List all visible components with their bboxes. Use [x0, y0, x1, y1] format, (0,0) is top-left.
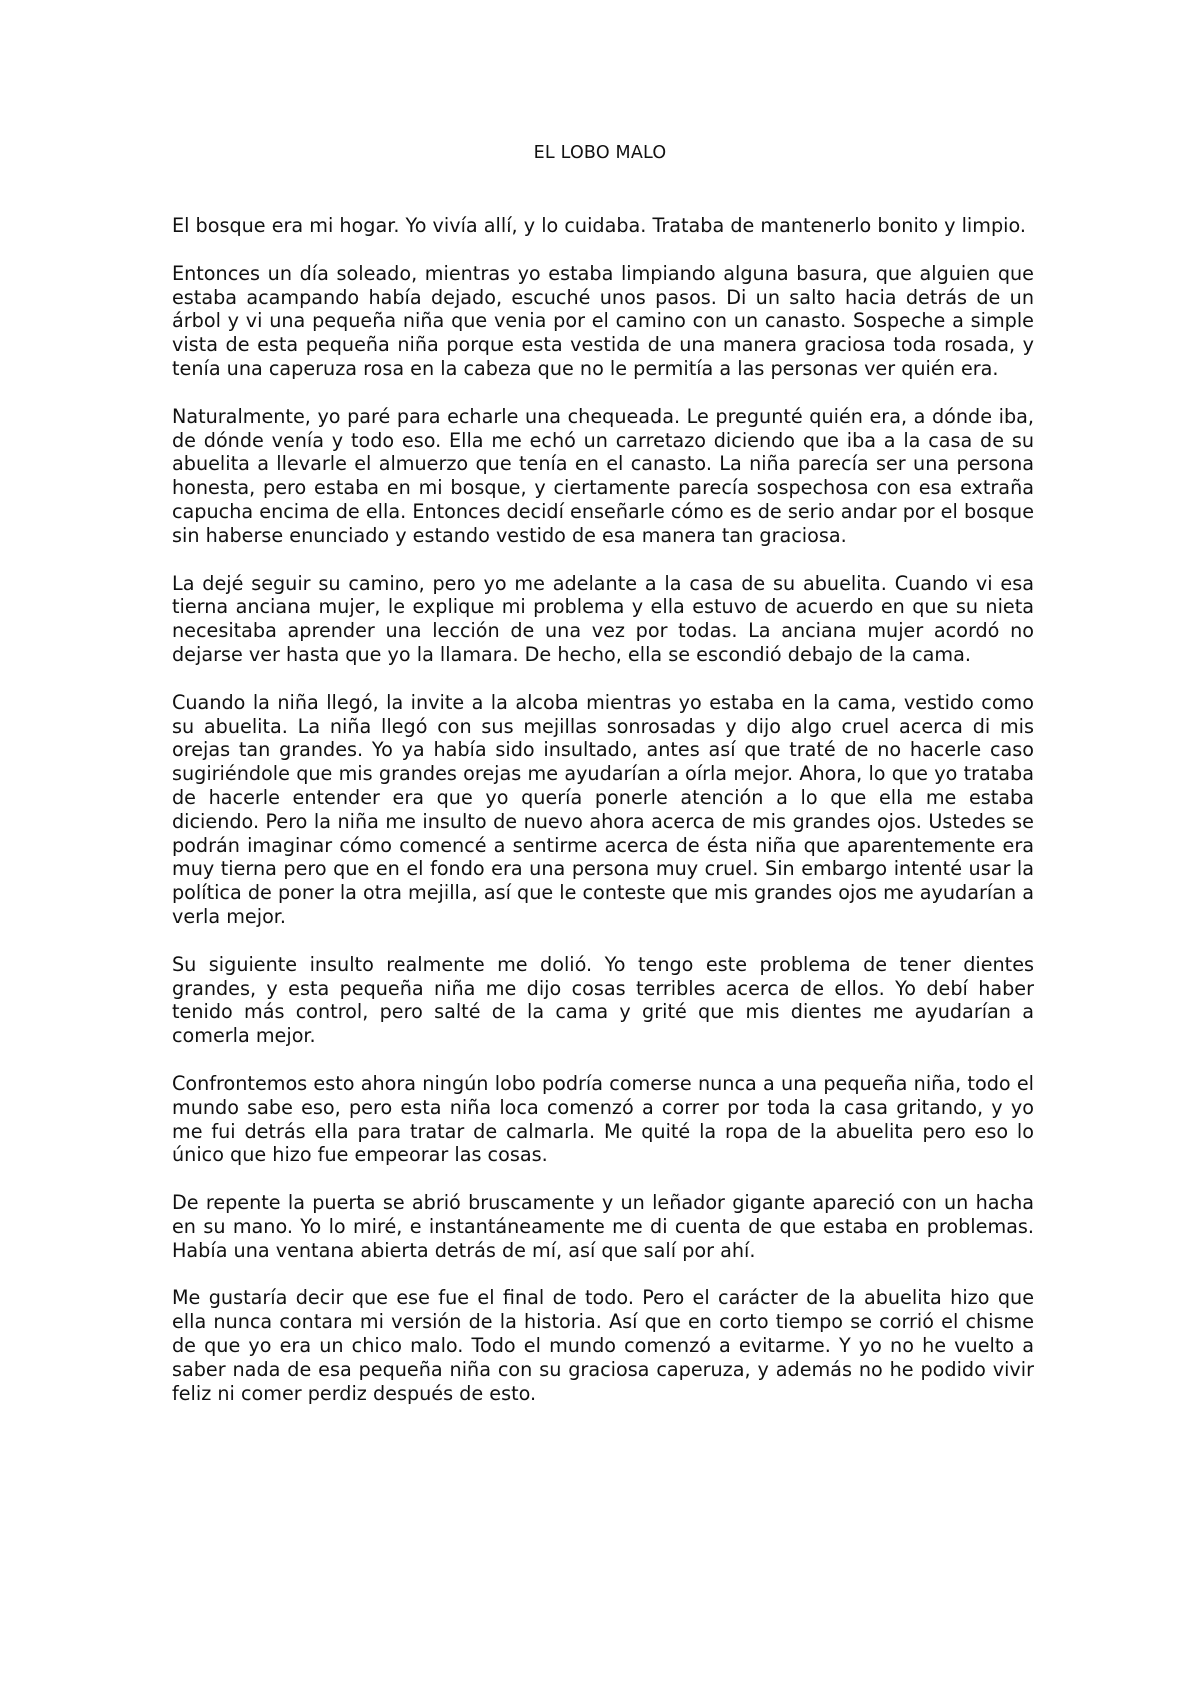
- document-body: [172, 214, 1034, 1429]
- paragraph-4: La dejé seguir su camino, pero yo me adelante a la casa de su abuelita. Cuando vi esa tierna anciana mujer, le explique mi problema y ella estuvo de acuerdo en que su nieta necesitaba aprender una lección de una vez por todas. La anciana mujer acordó no dejarse ver hasta que yo la llamara. De hecho, ella se escondió debajo de la cama.: [172, 571, 1034, 666]
- paragraph-5: Cuando la niña llegó, la invite a la alcoba mientras yo estaba en la cama, vestido como su abuelita. La niña llegó con sus mejillas sonrosadas y dijo algo cruel acerca di mis orejas tan grandes. Yo ya había sido insultado, antes así que traté de no hacerle caso sugiriéndole que mis grandes orejas me ayudarían a oírla mejor. Ahora, lo que yo trataba de hacerle entender era que yo quería ponerle atención a lo que ella me estaba diciendo. Pero la niña me insulto de nuevo ahora acerca de mis grandes ojos. Ustedes se podrán imaginar cómo comencé a sentirme acerca de ésta niña que aparentemente era muy tierna pero que en el fondo era una persona muy cruel. Sin embargo intenté usar la política de poner la otra mejilla, así que le conteste que mis grandes ojos me ayudarían a verla mejor.: [172, 690, 1034, 928]
- paragraph-8: De repente la puerta se abrió bruscamente y un leñador gigante apareció con un hacha en su mano. Yo lo miré, e instantáneamente me di cuenta de que estaba en problemas. Había una ventana abierta detrás de mí, así que salí por ahí.: [172, 1191, 1034, 1262]
- paragraph-7: Confrontemos esto ahora ningún lobo podría comerse nunca a una pequeña niña, todo el mundo sabe eso, pero esta niña loca comenzó a correr por toda la casa gritando, y yo me fui detrás ella para tratar de calmarla. Me quité la ropa de la abuelita pero eso lo único que hizo fue empeorar las cosas.: [172, 1071, 1034, 1167]
- paragraph-2: Entonces un día soleado, mientras yo estaba limpiando alguna basura, que alguien que estaba acampando había dejado, escuché unos pasos. Di un salto hacia detrás de un árbol y vi una pequeña niña que venia por el camino con un canasto. Sospeche a simple vista de esta pequeña niña porque esta vestida de una manera graciosa toda rosada, y tenía una caperuza rosa en la cabeza que no le permitía a las personas ver quién era.: [172, 261, 1034, 380]
- document-title: EL LOBO MALO: [533, 143, 667, 163]
- paragraph-3: Naturalmente, yo paré para echarle una chequeada. Le pregunté quién era, a dónde iba, de dónde venía y todo eso. Ella me echó un carretazo diciendo que iba a la casa de su abuelita a llevarle el almuerzo que tenía en el canasto. La niña parecía ser una persona honesta, pero estaba en mi bosque, y ciertamente parecía sospechosa con esa extraña capucha encima de ella. Entonces decidí enseñarle cómo es de serio andar por el bosque sin haberse enunciado y estando vestido de esa manera tan graciosa.: [172, 404, 1034, 547]
- paragraph-1: El bosque era mi hogar. Yo vivía allí, y lo cuidaba. Trataba de mantenerlo bonito y limpio.: [172, 214, 1026, 237]
- paragraph-6: Su siguiente insulto realmente me dolió. Yo tengo este problema de tener dientes grandes, y esta pequeña niña me dijo cosas terribles acerca de ellos. Yo debí haber tenido más control, pero salté de la cama y grité que mis dientes me ayudarían a comerla mejor.: [172, 952, 1034, 1048]
- paragraph-9: Me gustaría decir que ese fue el final de todo. Pero el carácter de la abuelita hizo que ella nunca contara mi versión de la historia. Así que en corto tiempo se corrió el chisme de que yo era un chico malo. Todo el mundo comenzó a evitarme. Y yo no he vuelto a saber nada de esa pequeña niña con su graciosa caperuza, y además no he podido vivir feliz ni comer perdiz después de esto.: [172, 1286, 1034, 1405]
